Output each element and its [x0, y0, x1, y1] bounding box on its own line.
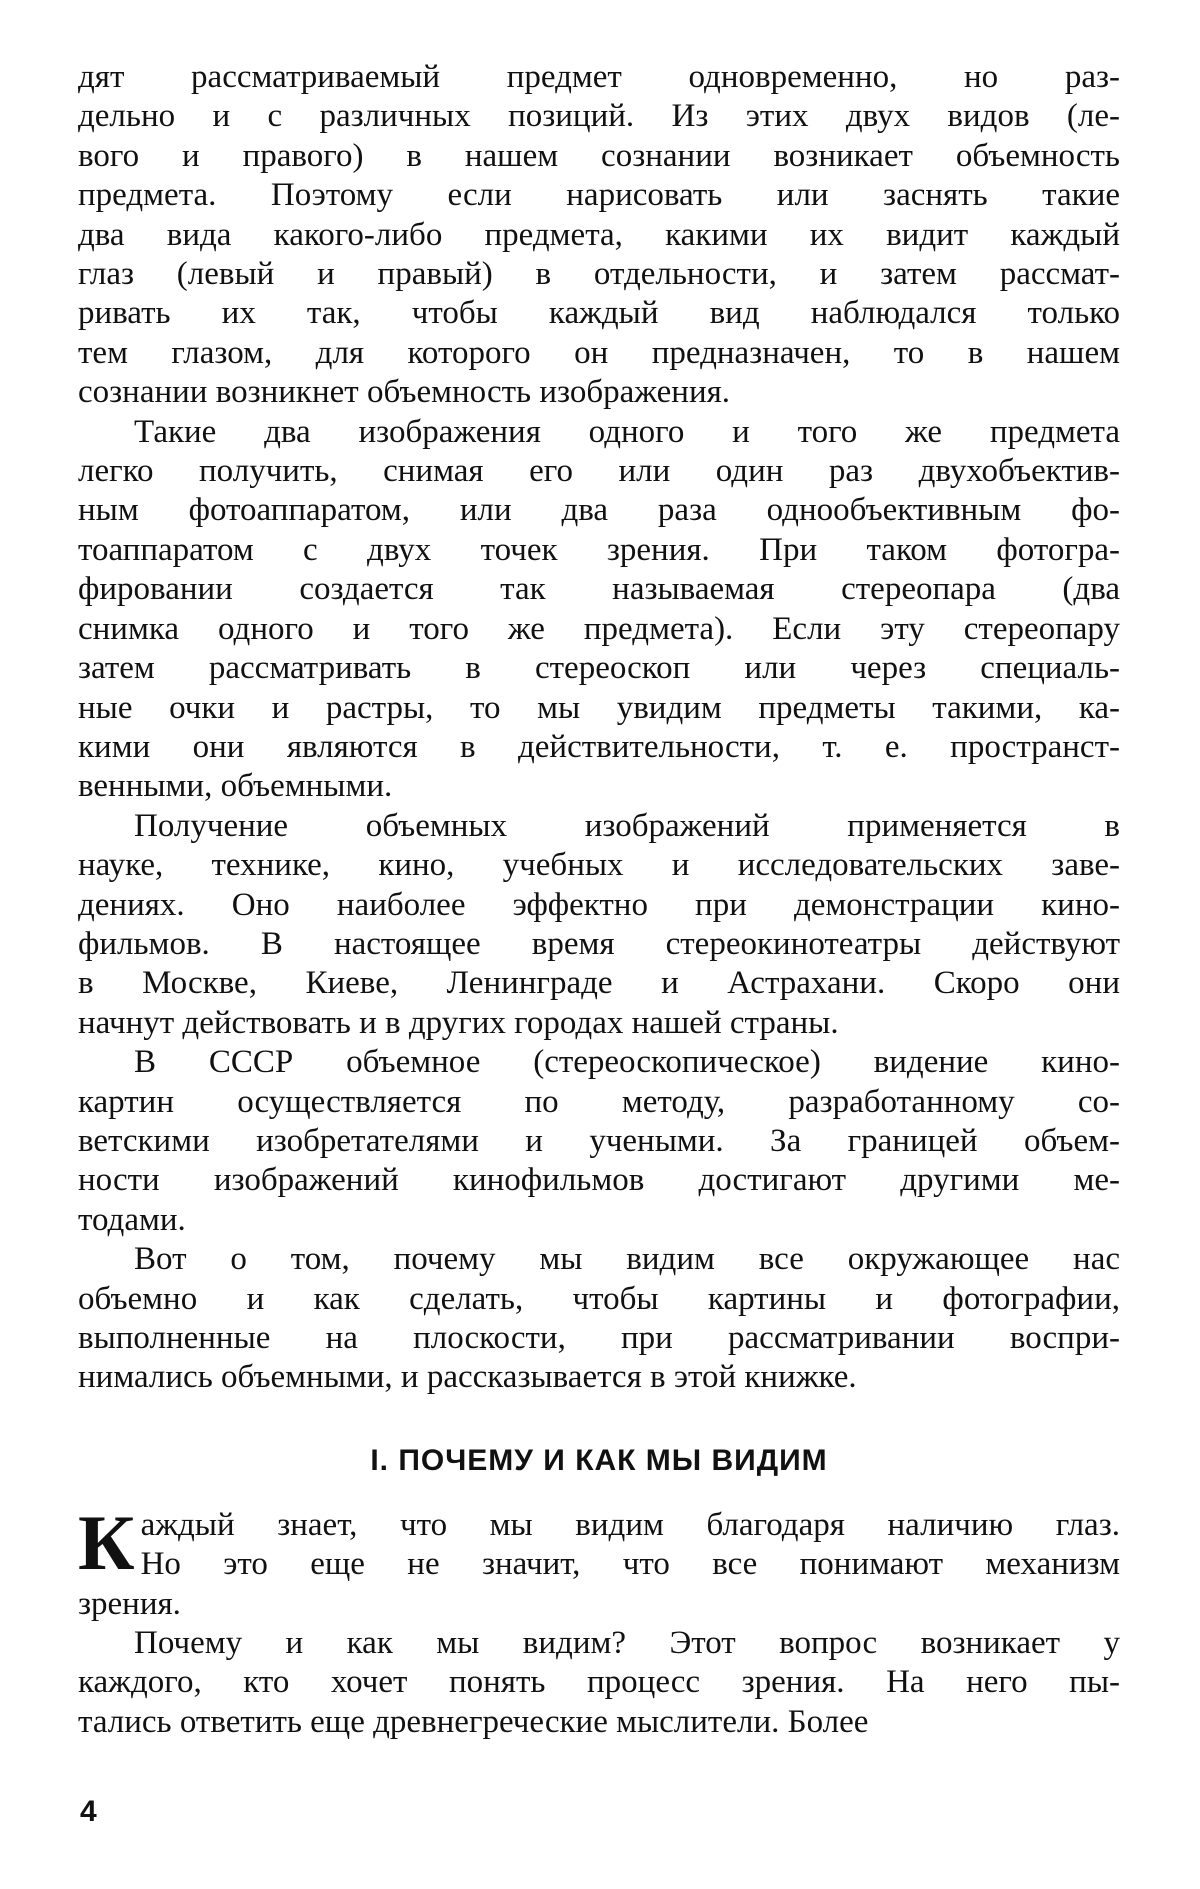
text-line: ветскими изобретателями и учеными. За границей объем- [78, 1122, 1120, 1161]
text-line: Получение объемных изображений применяется в [78, 807, 1120, 846]
text-line: предмета. Поэтому если нарисовать или заснять такие [78, 176, 1120, 215]
text-line: ным фотоаппаратом, или два раза однообъективным фо- [78, 491, 1120, 530]
text-line: выполненные на плоскости, при рассматривании воспри- [78, 1319, 1120, 1358]
text-line: Почему и как мы видим? Этот вопрос возникает у [78, 1624, 1120, 1663]
text-line: в Москве, Киеве, Ленинграде и Астрахани. Скоро они [78, 964, 1120, 1003]
text-line: Вот о том, почему мы видим все окружающее нас [78, 1240, 1120, 1279]
text-line: науке, технике, кино, учебных и исследовательских заве- [78, 846, 1120, 885]
text-line: фировании создается так называемая стереопара (два [78, 570, 1120, 609]
text-line: аждый знает, что мы видим благодаря наличию глаз. [78, 1506, 1120, 1545]
text-line: кими они являются в действительности, т. е. пространст- [78, 728, 1120, 767]
text-line: венными, объемными. [78, 767, 1120, 806]
drop-cap-letter: К [78, 1512, 135, 1574]
text-line: тем глазом, для которого он предназначен, то в нашем [78, 334, 1120, 373]
paragraph [78, 58, 1120, 413]
paragraph [78, 1043, 1120, 1240]
text-line: дельно и с различных позиций. Из этих двух видов (ле- [78, 97, 1120, 136]
text-line: ности изображений кинофильмов достигают другими ме- [78, 1161, 1120, 1200]
text-line: Но это еще не значит, что все понимают механизм [78, 1545, 1120, 1584]
text-line: картин осуществляется по методу, разработанному со- [78, 1083, 1120, 1122]
text-line: объемно и как сделать, чтобы картины и фотографии, [78, 1280, 1120, 1319]
paragraph [78, 1240, 1120, 1398]
text-line: дят рассматриваемый предмет одновременно, но раз- [78, 58, 1120, 97]
page-number: 4 [80, 1795, 97, 1829]
paragraph [78, 807, 1120, 1043]
page-body [78, 58, 1120, 1742]
text-line: глаз (левый и правый) в отдельности, и затем рассмат- [78, 255, 1120, 294]
paragraph [78, 1624, 1120, 1742]
text-line: ные очки и растры, то мы увидим предметы такими, ка- [78, 689, 1120, 728]
text-line: зрения. [78, 1585, 1120, 1624]
text-line: начнут действовать и в других городах нашей страны. [78, 1004, 1120, 1043]
text-line: фильмов. В настоящее время стереокинотеатры действуют [78, 925, 1120, 964]
text-line: сознании возникнет объемность изображения. [78, 373, 1120, 412]
text-line: ривать их так, чтобы каждый вид наблюдался только [78, 294, 1120, 333]
text-block-bottom [78, 1624, 1120, 1742]
text-line: затем рассматривать в стереоскоп или через специаль- [78, 649, 1120, 688]
text-line: два вида какого-либо предмета, какими их видит каждый [78, 216, 1120, 255]
text-line: нимались объемными, и рассказывается в этой книжке. [78, 1358, 1120, 1397]
text-line: каждого, кто хочет понять процесс зрения. На него пы- [78, 1663, 1120, 1702]
text-line: тодами. [78, 1201, 1120, 1240]
section-heading: I. ПОЧЕМУ И КАК МЫ ВИДИМ [78, 1444, 1120, 1478]
text-line: тались ответить еще древнегреческие мыслители. Более [78, 1703, 1120, 1742]
text-line: дениях. Оно наиболее эффектно при демонстрации кино- [78, 886, 1120, 925]
text-line: Такие два изображения одного и того же предмета [78, 413, 1120, 452]
text-line: снимка одного и того же предмета). Если эту стереопару [78, 610, 1120, 649]
text-line: тоаппаратом с двух точек зрения. При таком фотогра- [78, 531, 1120, 570]
text-line: В СССР объемное (стереоскопическое) видение кино- [78, 1043, 1120, 1082]
text-line: легко получить, снимая его или один раз двухобъектив- [78, 452, 1120, 491]
text-line: вого и правого) в нашем сознании возникает объемность [78, 137, 1120, 176]
paragraph [78, 413, 1120, 807]
dropcap-paragraph [78, 1506, 1120, 1624]
text-block-top [78, 58, 1120, 1398]
